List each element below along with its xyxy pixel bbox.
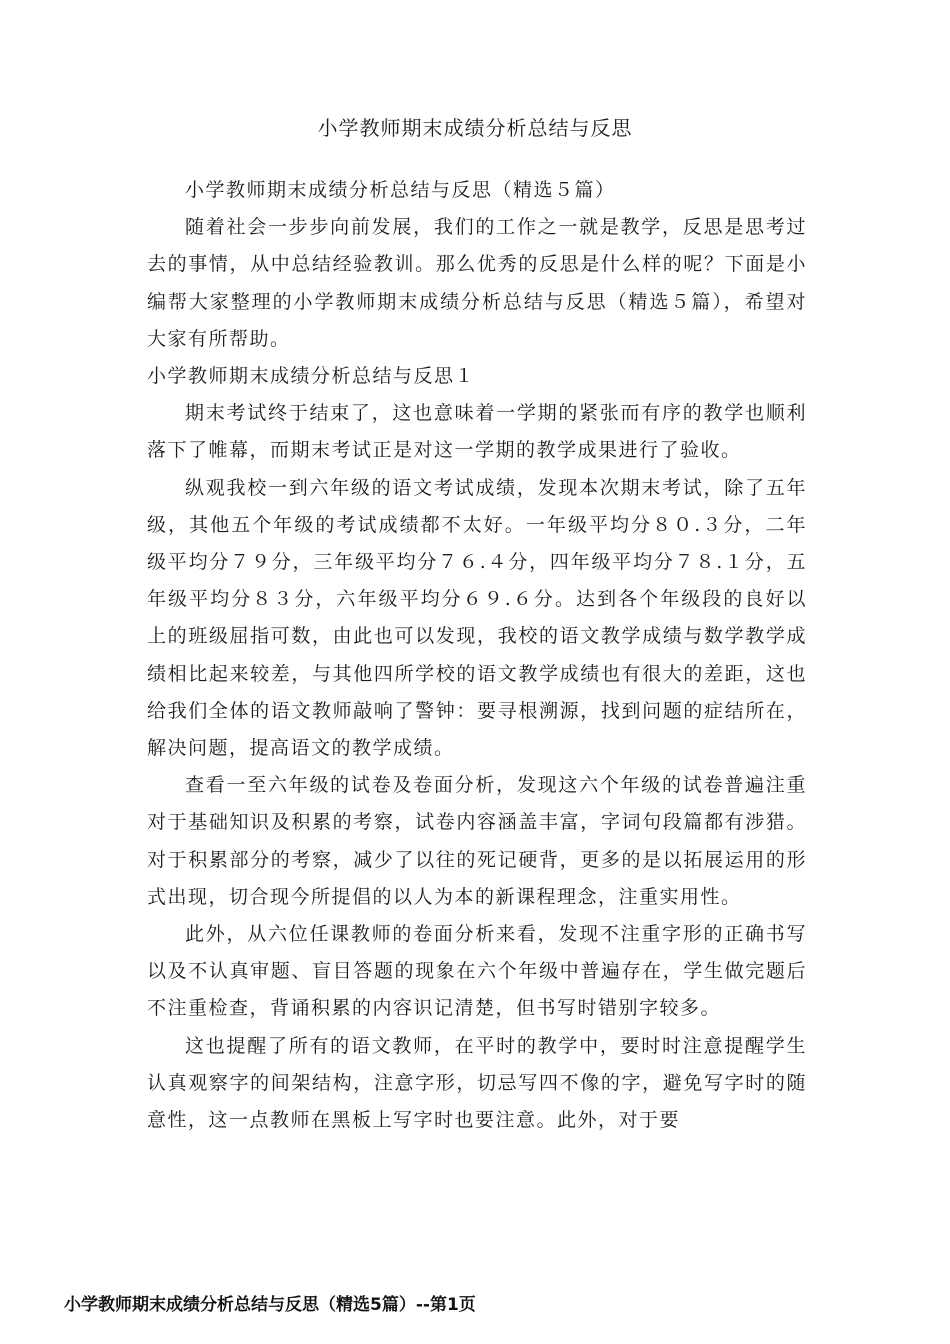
body-paragraph: 纵观我校一到六年级的语文考试成绩，发现本次期末考试，除了五年级，其他五个年级的考试成绩都不太好。一年级平均分８０.３分，二年级平均分７９分，三年级平均分７６.４分，四年级平均分７８.１分，五年级平均分８３分，六年级平均分６９.６分。达到各个年级段的良好以上的班级屈指可数，由此也可以发现，我校的语文教学成绩与数学教学成绩相比起来较差，与其他四所学校的语文教学成绩也有很大的差距，这也给我们全体的语文教师敲响了警钟：要寻根溯源，找到问题的症结所在，解决问题，提高语文的教学成绩。: [147, 476, 807, 760]
subtitle-paragraph: 小学教师期末成绩分析总结与反思（精选５篇）: [185, 179, 616, 201]
page-footer: 小学教师期末成绩分析总结与反思（精选5篇）--第1页: [64, 1295, 476, 1315]
document-title: 小学教师期末成绩分析总结与反思: [317, 116, 633, 140]
body-paragraph: 此外，从六位任课教师的卷面分析来看，发现不注重字形的正确书写以及不认真审题、盲目答题的现象在六个年级中普遍存在，学生做完题后不注重检查，背诵积累的内容识记清楚，但书写时错别字较多。: [147, 923, 807, 1020]
intro-paragraph: 随着社会一步步向前发展，我们的工作之一就是教学，反思是思考过去的事情，从中总结经验教训。那么优秀的反思是什么样的呢？下面是小编帮大家整理的小学教师期末成绩分析总结与反思（精选５篇），希望对大家有所帮助。: [147, 216, 807, 350]
document-body: [147, 172, 807, 1139]
body-paragraph: 查看一至六年级的试卷及卷面分析，发现这六个年级的试卷普遍注重对于基础知识及积累的考察，试卷内容涵盖丰富，字词句段篇都有涉猎。对于积累部分的考察，减少了以往的死记硬背，更多的是以拓展运用的形式出现，切合现今所提倡的以人为本的新课程理念，注重实用性。: [147, 774, 807, 908]
body-paragraph: 这也提醒了所有的语文教师，在平时的教学中，要时时注意提醒学生认真观察字的间架结构，注意字形，切忌写四不像的字，避免写字时的随意性，这一点教师在黑板上写字时也要注意。此外，对于要: [147, 1034, 807, 1132]
body-paragraph: 期末考试终于结束了，这也意味着一学期的紧张而有序的教学也顺利落下了帷幕，而期末考试正是对这一学期的教学成果进行了验收。: [147, 402, 807, 462]
section-heading: 小学教师期末成绩分析总结与反思１: [147, 365, 476, 388]
